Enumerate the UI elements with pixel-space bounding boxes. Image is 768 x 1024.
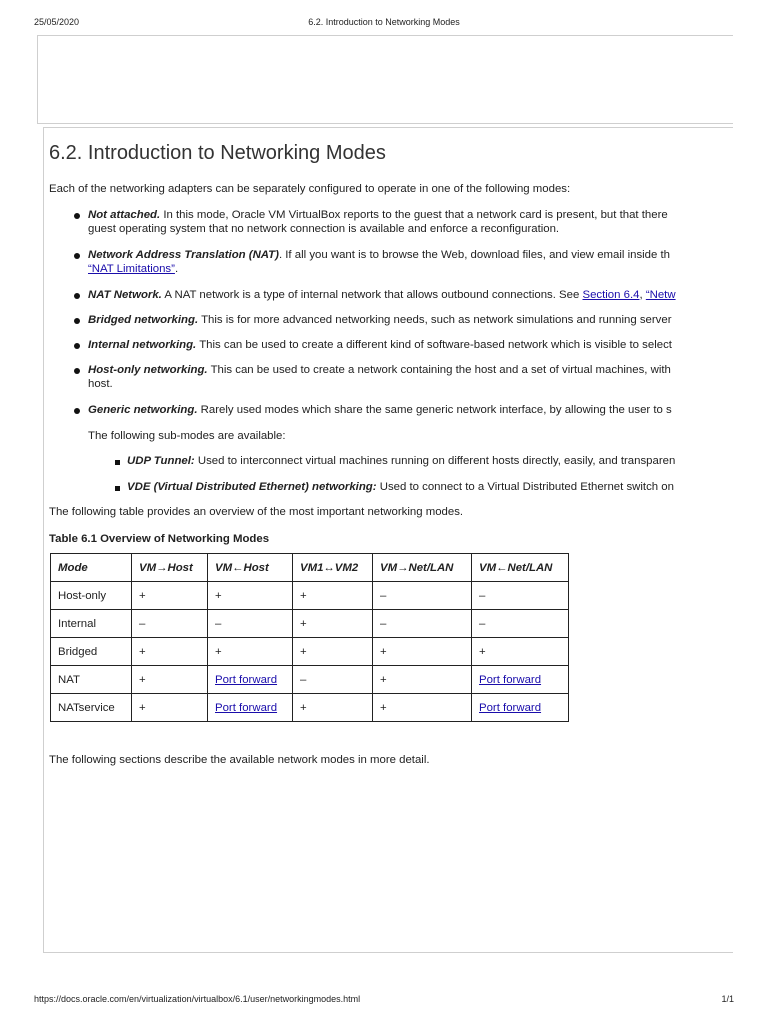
sub-modes-intro: The following sub-modes are available: (88, 430, 286, 442)
table-cell: – (208, 610, 293, 638)
bullet-icon (74, 408, 80, 414)
table-cell: NAT (51, 666, 132, 694)
mode-term: Internal networking. (88, 339, 197, 351)
page-title: 6.2. Introduction to Networking Modes (49, 142, 386, 164)
mode-term: NAT Network. (88, 289, 162, 301)
mode-description: This can be used to create a network containing the host and a set of virtual machines, with (207, 364, 671, 376)
mode-bridged (88, 313, 672, 327)
mode-description: . If all you want is to browse the Web, download files, and view email inside th (278, 249, 671, 261)
table-header-row (51, 554, 569, 582)
table-cell (208, 666, 293, 694)
mode-description: This can be used to create a different kind of software-based network which is visible to select (196, 339, 672, 351)
content-frame (43, 127, 733, 953)
mode-not-attached (88, 208, 668, 236)
table-cell: – (373, 582, 472, 610)
mode-term: Network Address Translation (NAT) (88, 249, 279, 261)
mode-description: This is for more advanced networking needs, such as network simulations and running server (198, 314, 672, 326)
nat-network-link[interactable]: “Netw (645, 289, 676, 301)
sub-mode-term: UDP Tunnel: (127, 455, 195, 467)
sub-mode-udp-tunnel (127, 454, 675, 468)
table-row (51, 694, 569, 722)
bullet-icon (74, 253, 80, 259)
table-cell: + (373, 666, 472, 694)
table-cell: + (373, 638, 472, 666)
table-cell: + (132, 582, 208, 610)
column-header: VM←Host (208, 554, 293, 582)
sub-mode-description: Used to interconnect virtual machines running on different hosts directly, easily, and transparen (194, 455, 676, 467)
table-cell (472, 666, 569, 694)
mode-description: Rarely used modes which share the same generic network interface, by allowing the user to s (197, 404, 672, 416)
section-6-4-link[interactable]: Section 6.4 (582, 289, 640, 301)
port-forward-link[interactable]: Port forward (215, 673, 278, 686)
mode-term: Bridged networking. (88, 314, 199, 326)
print-footer-page-number: 1/1 (721, 994, 734, 1004)
table-cell: – (472, 582, 569, 610)
column-header: VM→Host (132, 554, 208, 582)
table-cell: + (208, 638, 293, 666)
table-cell: Bridged (51, 638, 132, 666)
mode-description-continued: host. (88, 378, 113, 390)
table-cell: – (373, 610, 472, 638)
print-header-title: 6.2. Introduction to Networking Modes (308, 17, 460, 27)
table-cell: + (132, 666, 208, 694)
table-cell: + (472, 638, 569, 666)
sub-mode-term: VDE (Virtual Distributed Ethernet) networking: (127, 481, 377, 493)
table-cell: – (132, 610, 208, 638)
table-row (51, 666, 569, 694)
bullet-icon (74, 213, 80, 219)
table-cell: + (293, 610, 373, 638)
mode-host-only (88, 363, 671, 391)
closing-paragraph: The following sections describe the available network modes in more detail. (49, 754, 430, 766)
nat-limitations-link[interactable]: “NAT Limitations” (88, 263, 175, 275)
mode-nat (88, 248, 670, 276)
column-header: VM←Net/LAN (472, 554, 569, 582)
table-row (51, 638, 569, 666)
sub-mode-vde (127, 480, 674, 494)
port-forward-link[interactable]: Port forward (215, 701, 278, 714)
bullet-icon (74, 293, 80, 299)
table-row (51, 582, 569, 610)
port-forward-link[interactable]: Port forward (479, 673, 542, 686)
mode-nat-network (88, 288, 676, 302)
column-header: VM→Net/LAN (373, 554, 472, 582)
sub-mode-description: Used to connect to a Virtual Distributed Ethernet switch on (376, 481, 674, 493)
mode-description-continued: guest operating system that no network connection is available and enforce a reconfiguration. (88, 223, 560, 235)
table-cell: – (293, 666, 373, 694)
print-header-date: 25/05/2020 (34, 17, 80, 27)
square-bullet-icon (115, 486, 120, 491)
table-cell: + (132, 694, 208, 722)
table-cell: + (293, 694, 373, 722)
mode-term: Generic networking. (88, 404, 198, 416)
table-cell: Internal (51, 610, 132, 638)
mode-term: Not attached. (88, 209, 161, 221)
table-cell: + (293, 638, 373, 666)
page-header-frame (37, 35, 733, 124)
mode-description: In this mode, Oracle VM VirtualBox reports to the guest that a network card is present, but that there (160, 209, 668, 221)
bullet-icon (74, 318, 80, 324)
table-cell: NATservice (51, 694, 132, 722)
table-cell: + (132, 638, 208, 666)
table-cell: + (208, 582, 293, 610)
table-cell: + (293, 582, 373, 610)
table-cell: – (472, 610, 569, 638)
table-cell (208, 694, 293, 722)
column-header: VM1↔VM2 (293, 554, 373, 582)
square-bullet-icon (115, 460, 120, 465)
mode-description: A NAT network is a type of internal network that allows outbound connections. See (161, 289, 583, 301)
punctuation: . (174, 263, 179, 275)
bullet-icon (74, 368, 80, 374)
port-forward-link[interactable]: Port forward (479, 701, 542, 714)
punctuation: , (639, 289, 646, 301)
mode-generic (88, 403, 672, 417)
table-cell: + (373, 694, 472, 722)
intro-paragraph: Each of the networking adapters can be separately configured to operate in one of the following modes: (49, 183, 571, 195)
bullet-icon (74, 343, 80, 349)
table-intro: The following table provides an overview of the most important networking modes. (49, 506, 464, 518)
column-header: Mode (51, 554, 132, 582)
print-footer-url: https://docs.oracle.com/en/virtualization/virtualbox/6.1/user/networkingmodes.html (34, 994, 361, 1004)
table-cell (472, 694, 569, 722)
mode-term: Host-only networking. (88, 364, 208, 376)
mode-internal (88, 338, 672, 352)
table-cell: Host-only (51, 582, 132, 610)
table-caption: Table 6.1 Overview of Networking Modes (49, 533, 270, 545)
networking-modes-table (50, 553, 569, 722)
table-row (51, 610, 569, 638)
